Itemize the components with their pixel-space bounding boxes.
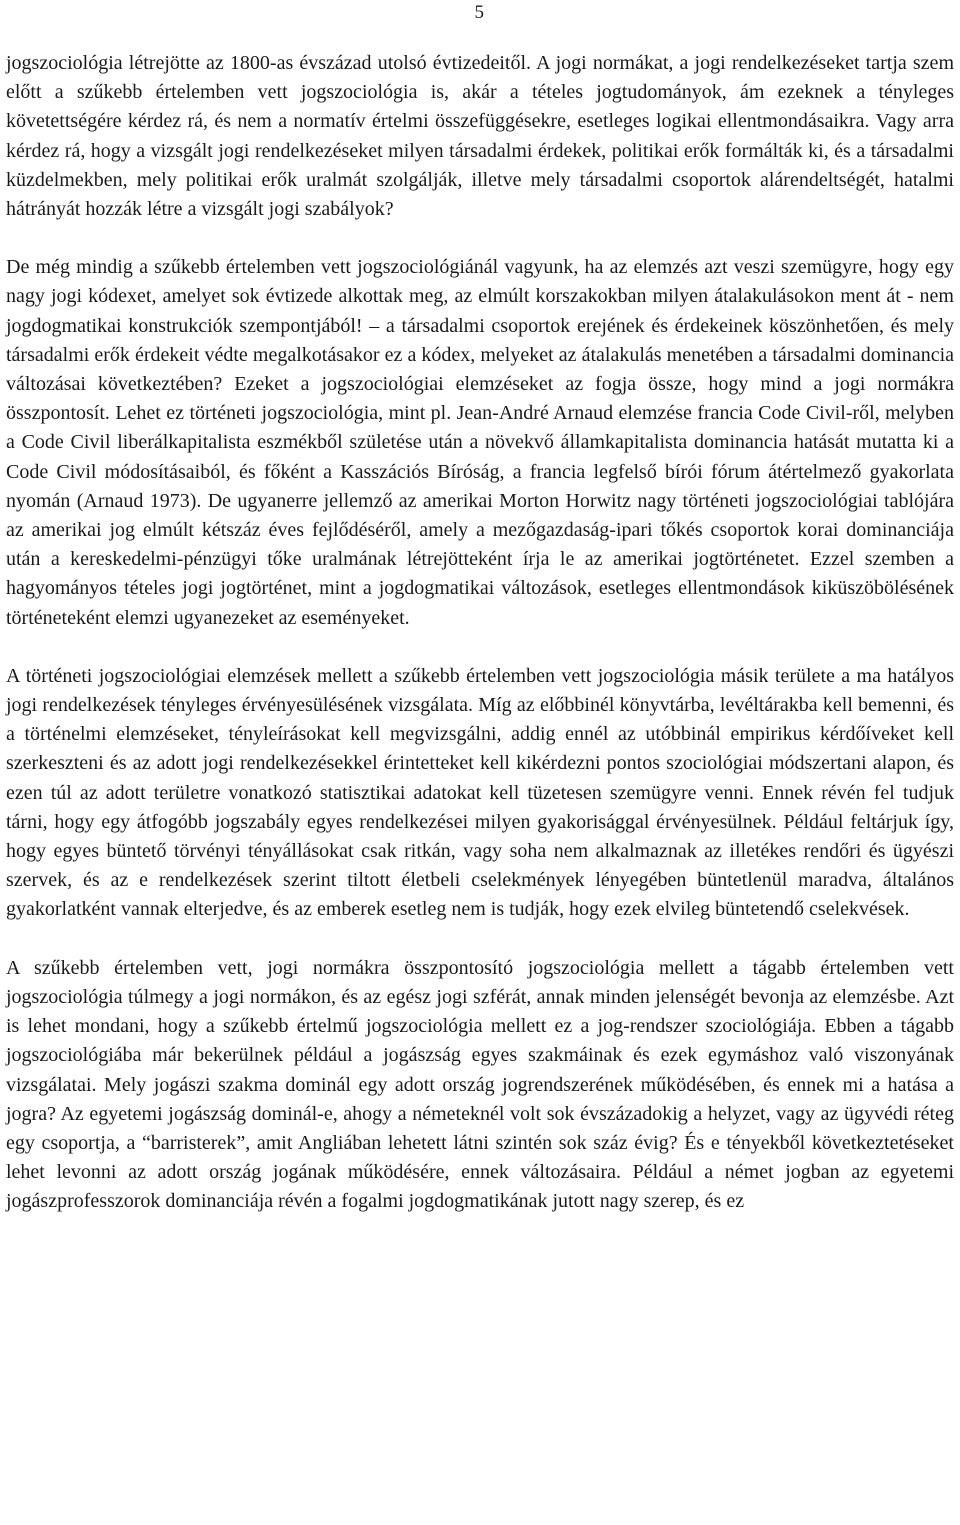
page-number: 5 [474, 2, 484, 23]
paragraph-3: A történeti jogszociológiai elemzések mellett a szűkebb értelemben vett jogszociológia másik területe a ma hatályos jogi rendelkezések tényleges érvényesülésének vizsgálata. Míg az előbbinél könyvtárba, levéltárakba kell bemenni, és a történelmi elemzéseket, tényleírásokat kell megvizsgálni, addig ennél az utóbbinál empirikus kérdőíveket kell szerkeszteni és az adott jogi rendelkezésekkel érintetteket kell kikérdezni pontos szociológiai módszertani alapon, és ezen túl az adott területre vonatkozó statisztikai adatokat kell tüzetesen szemügyre venni. Ennek révén fel tudjuk tárni, hogy egy átfogóbb jogszabály egyes rendelkezései milyen gyakorisággal érvényesülnek. Például feltárjuk így, hogy egyes büntető törvényi tényállásokat csak ritkán, vagy soha nem alkalmaznak az illetékes rendőri és ügyészi szervek, és az e rendelkezések szerint tiltott életbeli cselekmények lényegében büntetlenül maradva, általános gyakorlatként vannak elterjedve, és az emberek esetleg nem is tudják, hogy ezek elvileg büntetendő cselekvések. [6, 664, 954, 921]
document-body [6, 49, 954, 1217]
paragraph-1: jogszociológia létrejötte az 1800-as évszázad utolsó évtizedeitől. A jogi normákat, a jogi rendelkezéseket tartja szem előtt a szűkebb értelemben vett jogszociológia is, akár a tételes jogtudományok, ám ezeknek a tényleges követettségére kérdez rá, és nem a normatív értelmi összefüggésekre, esetleges logikai ellentmondásaikra. Vagy arra kérdez rá, hogy a vizsgált jogi rendelkezéseket milyen társadalmi érdekek, politikai erők formálták ki, és a társadalmi küzdelmekben, mely politikai erők uralmát szolgálják, illetve mely társadalmi csoportok alárendeltségét, hatalmi hátrányát hozzák létre a vizsgált jogi szabályok? [6, 52, 954, 221]
paragraph-2: De még mindig a szűkebb értelemben vett jogszociológiánál vagyunk, ha az elemzés azt veszi szemügyre, hogy egy nagy jogi kódexet, amelyet sok évtizede alkottak meg, az elmúlt korszakokban milyen átalakulásokon ment át - nem jogdogmatikai konstrukciók szempontjából! – a társadalmi csoportok erejének és érdekeinek köszönhetően, és mely társadalmi erők érdekeit védte megalkotásakor ez a kódex, melyeket az átalakulás menetében a társadalmi dominancia változásai következtében? Ezeket a jogszociológiai elemzéseket az fogja össze, hogy mind a jogi normákra összpontosít. Lehet ez történeti jogszociológia, mint pl. Jean-André Arnaud elemzése francia Code Civil-ről, melyben a Code Civil liberálkapitalista eszmékből születése után a növekvő államkapitalista dominancia hatását mutatta ki a Code Civil módosításaiból, és főként a Kasszációs Bíróság, a francia legfelső bírói fórum átértelmező gyakorlata nyomán (Arnaud 1973). De ugyanerre jellemző az amerikai Morton Horwitz nagy történeti jogszociológiai tablójára az amerikai jog elmúlt kétszáz éves fejlődéséről, amely a mezőgazdaság-ipari tőkés csoportok korai dominanciája után a kereskedelmi-pénzügyi tőke uralmának létrejötteként írja le az amerikai jogtörténetet. Ezzel szemben a hagyományos tételes jogi jogtörténet, mint a jogdogmatikai változások, esetleges ellentmondások kiküszöbölésének történeteként elemzi ugyanezeket az eseményeket. [6, 256, 954, 629]
paragraph-4: A szűkebb értelemben vett, jogi normákra összpontosító jogszociológia mellett a tágabb értelemben vett jogszociológia túlmegy a jogi normákon, és az egész jogi szférát, annak minden jelenségét bevonja az elemzésbe. Azt is lehet mondani, hogy a szűkebb értelmű jogszociológia mellett ez a jog-rendszer szociológiája. Ebben a tágabb jogszociológiába már bekerülnek például a jogászság egyes szakmáinak és ezek egymáshoz való viszonyának vizsgálatai. Mely jogászi szakma dominál egy adott ország jogrendszerének működésében, és ennek mi a hatása a jogra? Az egyetemi jogászság dominál-e, ahogy a németeknél volt sok évszázadokig a helyzet, vagy az ügyvédi réteg egy csoportja, a “barristerek”, amit Angliában lehetett látni szintén sok száz évig? És e tényekből következtetéseket lehet levonni az adott ország jogának működésére, ennek változásaira. Például a német jogban az egyetemi jogászprofesszorok dominanciája révén a fogalmi jogdogmatikának jutott nagy szerep, és ez [6, 956, 954, 1213]
